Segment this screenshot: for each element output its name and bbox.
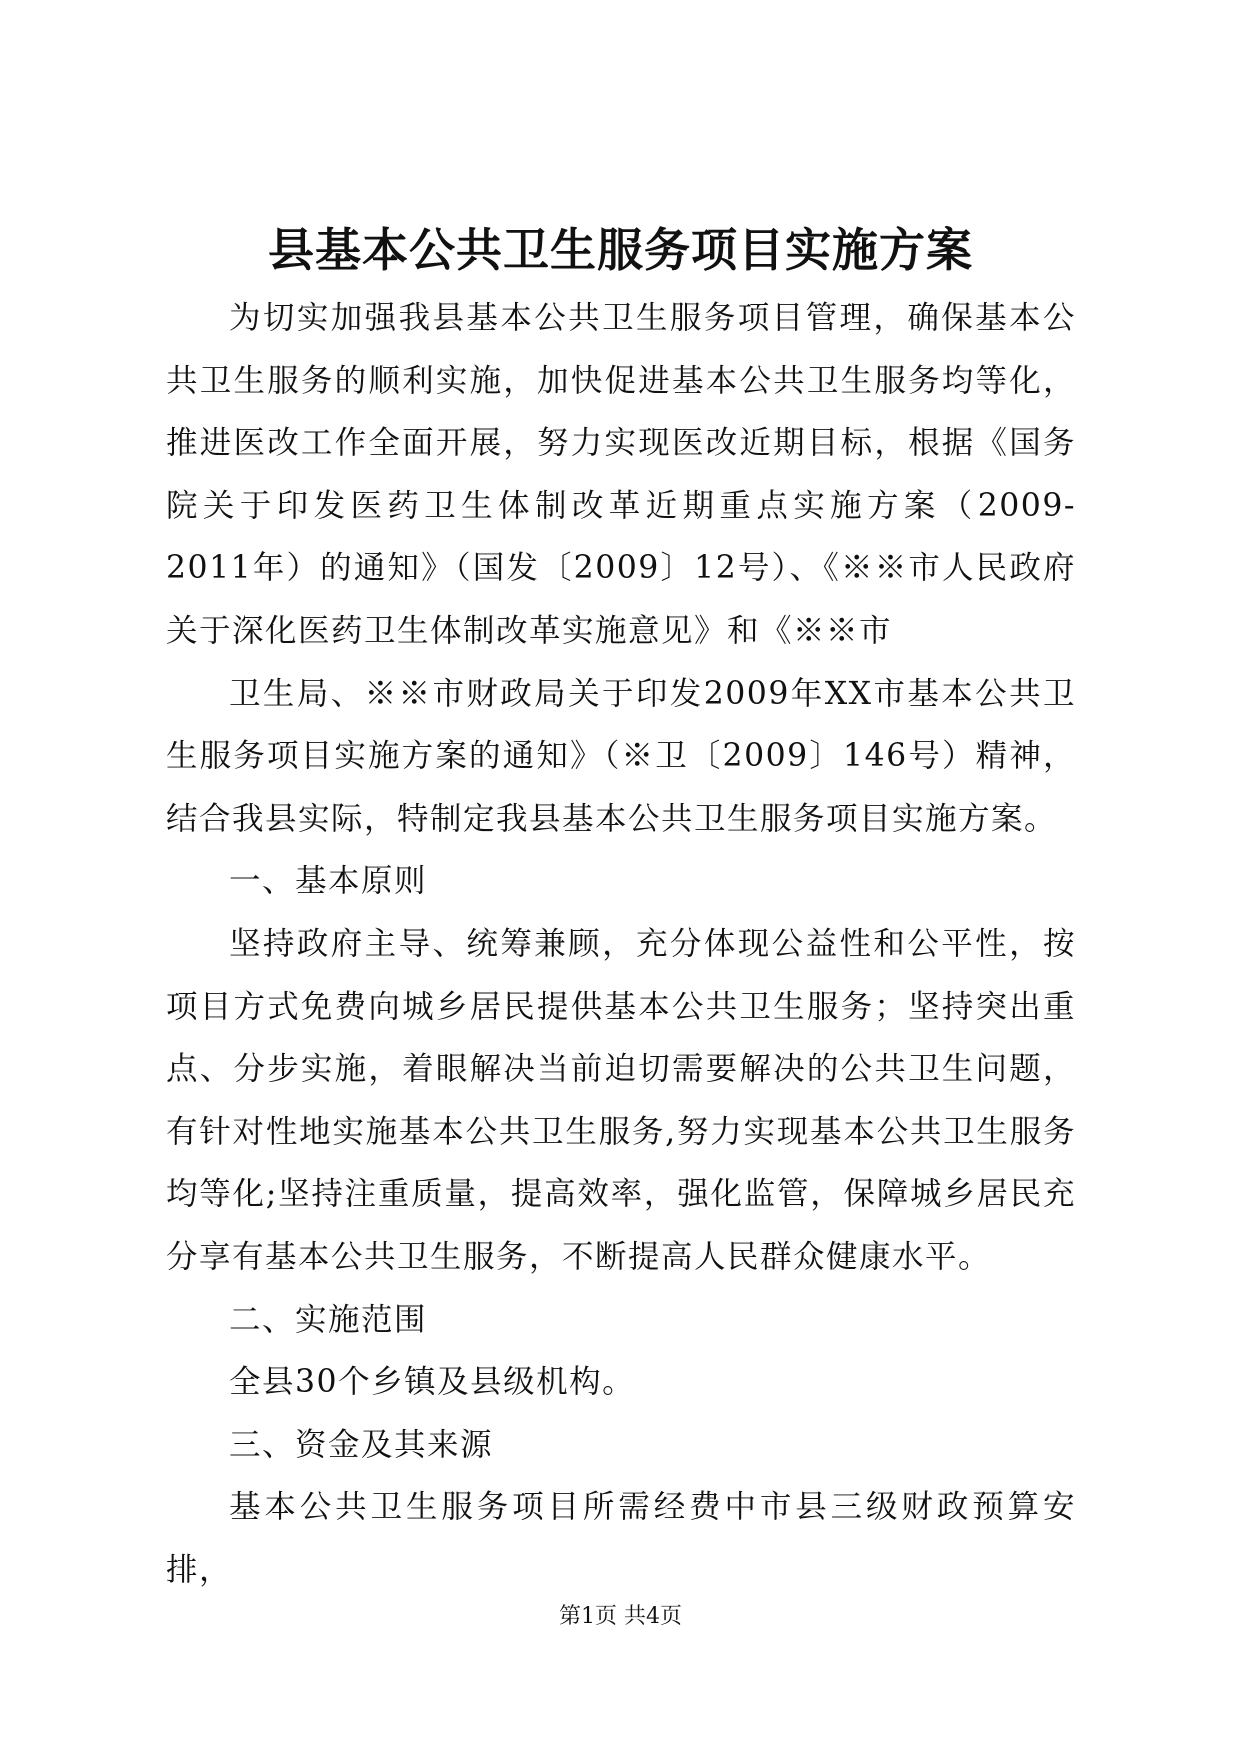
section-heading-funding: 三、资金及其来源 (229, 1426, 494, 1463)
document-body (166, 287, 1076, 1601)
paragraph-basic-principles: 坚持政府主导、统筹兼顾，充分体现公益性和公平性，按项目方式免费向城乡居民提供基本公共卫生服务；坚持突出重点、分步实施，着眼解决当前迫切需要解决的公共卫生问题，有针对性地实施基本公共卫生服务,努力实现基本公共卫生服务均等化;坚持注重质量，提高效率，强化监管，保障城乡居民充分享有基本公共卫生服务，不断提高人民群众健康水平。 (166, 925, 1076, 1275)
page-footer: 第1页 共4页 (559, 1604, 682, 1629)
section-heading-basic-principles: 一、基本原则 (229, 863, 428, 900)
section-heading-scope: 二、实施范围 (229, 1301, 428, 1338)
paragraph-scope: 全县30个乡镇及县级机构。 (229, 1364, 636, 1401)
paragraph-funding: 基本公共卫生服务项目所需经费中市县三级财政预算安排， (166, 1489, 1076, 1588)
paragraph-intro-continued: 卫生局、※※市财政局关于印发2009年XX市基本公共卫生服务项目实施方案的通知》（※卫〔2009〕146号）精神，结合我县实际，特制定我县基本公共卫生服务项目实施方案。 (166, 675, 1076, 837)
paragraph-intro: 为切实加强我县基本公共卫生服务项目管理，确保基本公共卫生服务的顺利实施，加快促进基本公共卫生服务均等化，推进医改工作全面开展，努力实现医改近期目标，根据《国务院关于印发医药卫生体制改革近期重点实施方案（2009-2011年）的通知》（国发〔2009〕12号）、《※※市人民政府关于深化医药卫生体制改革实施意见》和《※※市 (166, 300, 1076, 649)
document-title: 县基本公共卫生服务项目实施方案 (268, 223, 973, 277)
